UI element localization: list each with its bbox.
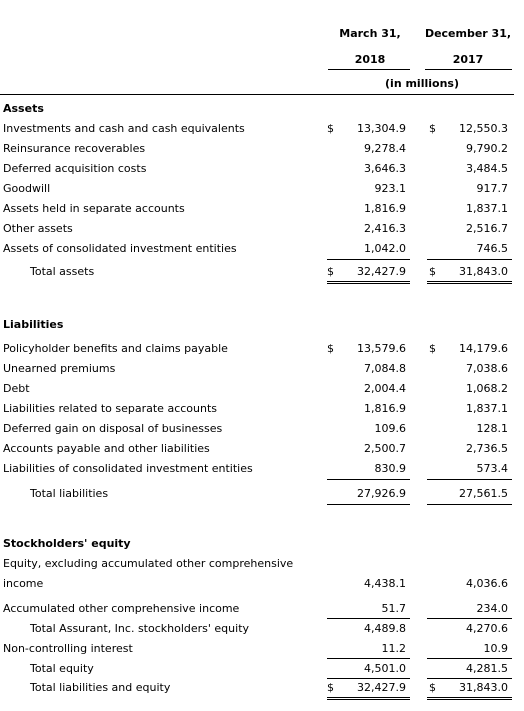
assets-total-double-rule bbox=[327, 281, 410, 284]
col2-header-year: 2017 bbox=[452, 53, 484, 66]
nci-label: Non-controlling interest bbox=[3, 642, 133, 655]
liability-row-value-2018: 2,004.4 bbox=[364, 382, 406, 395]
liability-row-value-2017: 14,179.6 bbox=[459, 342, 508, 355]
liability-row-value-2017: 1,837.1 bbox=[466, 402, 508, 415]
liability-row-value-2017: 7,038.6 bbox=[466, 362, 508, 375]
equity-excl-label-line2: income bbox=[3, 577, 44, 590]
asset-row-value-2017: 746.5 bbox=[476, 242, 508, 255]
asset-row-value-2018: 1,042.0 bbox=[364, 242, 406, 255]
asset-row-value-2017: 1,837.1 bbox=[466, 202, 508, 215]
assets-heading: Assets bbox=[3, 102, 44, 115]
total-liabilities-2017: 27,561.5 bbox=[459, 487, 508, 500]
total-liabilities-equity-2018: 32,427.9 bbox=[357, 681, 406, 694]
dollar-sign: $ bbox=[327, 681, 334, 694]
total-assets-label: Total assets bbox=[30, 265, 95, 278]
liabilities-subtotal-rule bbox=[427, 479, 512, 480]
equity-heading: Stockholders' equity bbox=[3, 537, 131, 550]
liability-row-value-2017: 573.4 bbox=[476, 462, 508, 475]
asset-row-value-2018: 923.1 bbox=[374, 182, 406, 195]
assurant-equity-label: Total Assurant, Inc. stockholders' equity bbox=[30, 622, 250, 635]
liability-row-label: Policyholder benefits and claims payable bbox=[3, 342, 228, 355]
asset-row-value-2017: 2,516.7 bbox=[466, 222, 508, 235]
liabilities-total-rule bbox=[327, 504, 410, 505]
dollar-sign: $ bbox=[429, 342, 436, 355]
liability-row-label: Liabilities of consolidated investment entities bbox=[3, 462, 253, 475]
equity-subtotal-rule bbox=[427, 618, 512, 619]
dollar-sign: $ bbox=[327, 265, 334, 278]
dollar-sign: $ bbox=[327, 122, 334, 135]
assurant-equity-2018: 4,489.8 bbox=[364, 622, 406, 635]
units-label: (in millions) bbox=[385, 77, 459, 90]
equity-excl-label-line1: Equity, excluding accumulated other comprehensive bbox=[3, 557, 294, 570]
asset-row-label: Assets held in separate accounts bbox=[3, 202, 185, 215]
nci-2017: 10.9 bbox=[483, 642, 508, 655]
liabilities-subtotal-rule bbox=[327, 479, 410, 480]
grand-total-double-rule bbox=[327, 697, 410, 700]
liability-row-value-2018: 109.6 bbox=[374, 422, 406, 435]
asset-row-value-2018: 9,278.4 bbox=[364, 142, 406, 155]
col2-header-month: December 31, bbox=[424, 27, 512, 40]
asset-row-label: Reinsurance recoverables bbox=[3, 142, 146, 155]
total-equity-rule bbox=[427, 678, 512, 679]
liability-row-value-2017: 128.1 bbox=[476, 422, 508, 435]
equity-subtotal-rule bbox=[327, 618, 410, 619]
nci-rule bbox=[327, 658, 410, 659]
dollar-sign: $ bbox=[429, 122, 436, 135]
liability-row-value-2018: 7,084.8 bbox=[364, 362, 406, 375]
total-equity-2018: 4,501.0 bbox=[364, 662, 406, 675]
assurant-equity-2017: 4,270.6 bbox=[466, 622, 508, 635]
col1-header-year: 2018 bbox=[354, 53, 386, 66]
equity-excl-2017: 4,036.6 bbox=[466, 577, 508, 590]
asset-row-value-2018: 3,646.3 bbox=[364, 162, 406, 175]
total-liabilities-label: Total liabilities bbox=[30, 487, 109, 500]
asset-row-label: Assets of consolidated investment entities bbox=[3, 242, 237, 255]
total-liabilities-equity-2017: 31,843.0 bbox=[459, 681, 508, 694]
liability-row-value-2017: 2,736.5 bbox=[466, 442, 508, 455]
liability-row-value-2018: 13,579.6 bbox=[357, 342, 406, 355]
liability-row-value-2017: 1,068.2 bbox=[466, 382, 508, 395]
grand-total-double-rule bbox=[427, 697, 512, 700]
liabilities-heading: Liabilities bbox=[3, 318, 64, 331]
aoci-2017: 234.0 bbox=[476, 602, 508, 615]
total-equity-2017: 4,281.5 bbox=[466, 662, 508, 675]
dollar-sign: $ bbox=[327, 342, 334, 355]
equity-excl-2018: 4,438.1 bbox=[364, 577, 406, 590]
asset-row-label: Investments and cash and cash equivalents bbox=[3, 122, 245, 135]
asset-row-label: Deferred acquisition costs bbox=[3, 162, 147, 175]
col2-header-rule bbox=[425, 69, 512, 70]
col1-header-month: March 31, bbox=[339, 27, 401, 40]
liability-row-label: Liabilities related to separate accounts bbox=[3, 402, 218, 415]
header-bottom-rule bbox=[0, 94, 514, 95]
asset-row-value-2017: 3,484.5 bbox=[466, 162, 508, 175]
liability-row-value-2018: 1,816.9 bbox=[364, 402, 406, 415]
total-equity-rule bbox=[327, 678, 410, 679]
asset-row-value-2017: 9,790.2 bbox=[466, 142, 508, 155]
assets-subtotal-rule bbox=[427, 259, 512, 260]
aoci-2018: 51.7 bbox=[381, 602, 406, 615]
liability-row-value-2018: 2,500.7 bbox=[364, 442, 406, 455]
asset-row-value-2017: 917.7 bbox=[476, 182, 508, 195]
assets-subtotal-rule bbox=[327, 259, 410, 260]
asset-row-value-2018: 1,816.9 bbox=[364, 202, 406, 215]
liabilities-total-rule bbox=[427, 504, 512, 505]
nci-2018: 11.2 bbox=[381, 642, 406, 655]
asset-row-label: Other assets bbox=[3, 222, 73, 235]
dollar-sign: $ bbox=[429, 265, 436, 278]
total-assets-2018: 32,427.9 bbox=[357, 265, 406, 278]
asset-row-value-2018: 2,416.3 bbox=[364, 222, 406, 235]
asset-row-value-2017: 12,550.3 bbox=[459, 122, 508, 135]
asset-row-label: Goodwill bbox=[3, 182, 51, 195]
liability-row-label: Debt bbox=[3, 382, 30, 395]
liability-row-label: Accounts payable and other liabilities bbox=[3, 442, 210, 455]
liability-row-label: Deferred gain on disposal of businesses bbox=[3, 422, 223, 435]
total-equity-label: Total equity bbox=[30, 662, 94, 675]
col1-header-rule bbox=[328, 69, 410, 70]
liability-row-value-2018: 830.9 bbox=[374, 462, 406, 475]
dollar-sign: $ bbox=[429, 681, 436, 694]
assets-total-double-rule bbox=[427, 281, 512, 284]
asset-row-value-2018: 13,304.9 bbox=[357, 122, 406, 135]
aoci-label: Accumulated other comprehensive income bbox=[3, 602, 240, 615]
liability-row-label: Unearned premiums bbox=[3, 362, 116, 375]
total-liabilities-equity-label: Total liabilities and equity bbox=[30, 681, 171, 694]
nci-rule bbox=[427, 658, 512, 659]
total-assets-2017: 31,843.0 bbox=[459, 265, 508, 278]
total-liabilities-2018: 27,926.9 bbox=[357, 487, 406, 500]
